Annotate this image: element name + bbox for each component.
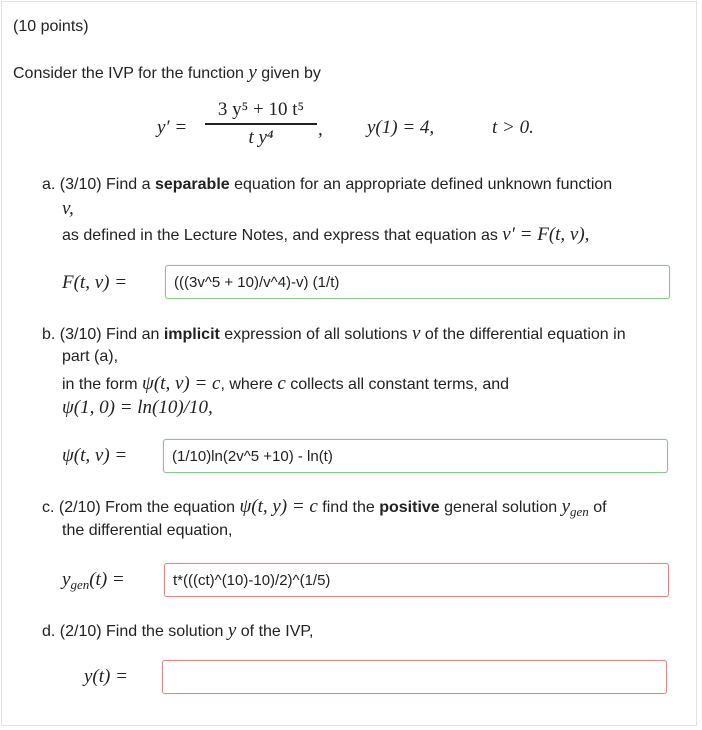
part-c-answer-y: y [62, 569, 71, 590]
part-b-line2: part (a), [62, 348, 119, 365]
part-a-answer-label: F(t, v) = [62, 272, 128, 293]
part-b-line1 [42, 323, 626, 345]
intro-after: given by [256, 65, 321, 82]
part-c-line1 [42, 496, 607, 518]
part-b-line3-c-var: c [277, 373, 286, 394]
part-a-line2-math: v′ = F(t, v), [502, 224, 590, 245]
part-c-answer-input[interactable] [164, 563, 669, 597]
part-c-ygen-sub: gen [570, 504, 589, 519]
part-d-answer-label: y(t) = [84, 666, 128, 687]
part-a-line2 [62, 224, 589, 246]
part-b-line3-math: ψ(t, v) = c [142, 373, 221, 394]
part-c-answer-label [62, 569, 125, 591]
part-c-bold: positive [379, 499, 440, 516]
equation-numerator: 3 y⁵ + 10 t⁵ [217, 99, 305, 120]
part-a-line2-text: as defined in the Lecture Notes, and express that equation as [62, 227, 503, 244]
intro-before: Consider the IVP for the function [13, 65, 249, 82]
part-c-text2: general solution [439, 499, 562, 516]
part-c-answer-sub: gen [70, 577, 90, 592]
part-b-answer-label: ψ(t, v) = [62, 445, 128, 466]
part-a-label: a. (3/10) Find a [42, 176, 155, 193]
part-a-var: v, [62, 198, 74, 219]
part-c-text1: find the [317, 499, 380, 516]
part-c-label: c. (2/10) From the equation [42, 499, 240, 516]
fraction-bar [205, 123, 317, 125]
part-b-line3-b: , where [220, 376, 278, 393]
part-c-math: ψ(t, y) = c [239, 496, 318, 517]
part-d-label: d. (2/10) Find the solution [42, 623, 228, 640]
part-a-bold: separable [154, 176, 230, 193]
part-d-text: of the IVP, [236, 623, 314, 640]
points-header: (10 points) [13, 18, 89, 35]
part-b-line3-c: collects all constant terms, and [285, 376, 510, 393]
part-a-text: equation for an appropriate defined unknown function [229, 176, 613, 193]
part-c-text3: of [588, 499, 607, 516]
domain-condition: t > 0. [492, 117, 534, 138]
part-b-label: b. (3/10) Find an [42, 326, 164, 343]
part-b-line3-a: in the form [62, 376, 143, 393]
part-a-line1 [42, 176, 612, 194]
part-b-text2: of the differential equation in [420, 326, 626, 343]
initial-condition: y(1) = 4, [367, 117, 435, 138]
part-b-answer-input[interactable] [163, 439, 668, 473]
part-b-line4-math: ψ(1, 0) = ln(10)/10, [62, 397, 213, 418]
equation-denominator: t y⁴ [248, 126, 274, 148]
intro-var-y: y [248, 62, 257, 83]
equation-fraction [205, 99, 317, 149]
question-card [1, 1, 697, 726]
part-c-answer-rest: (t) = [89, 569, 125, 590]
part-b-line3 [62, 373, 509, 395]
part-d-answer-input[interactable] [162, 660, 667, 694]
intro-text [13, 62, 321, 84]
part-c-ygen: y [561, 496, 570, 517]
part-b-text: expression of all solutions [219, 326, 412, 343]
part-b-bold: implicit [163, 326, 220, 343]
part-d-var: y [227, 620, 237, 641]
equation-lhs: y′ = [157, 117, 188, 138]
part-d-line1 [42, 620, 313, 642]
part-b-var: v [411, 323, 421, 344]
equation-comma: , [318, 119, 323, 140]
part-c-line2: the differential equation, [62, 522, 233, 539]
part-a-answer-input[interactable] [165, 265, 670, 299]
